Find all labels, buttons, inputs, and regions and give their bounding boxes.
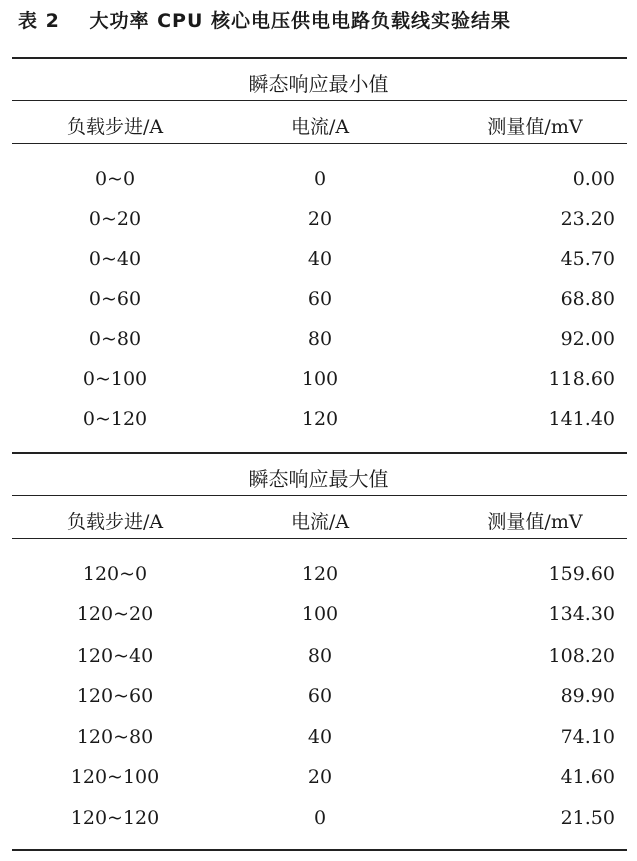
table-row: [0, 685, 637, 723]
cell-current: 80: [307, 328, 333, 350]
table-number: 表 2: [18, 10, 60, 32]
header-load-step: 负载步进/A: [66, 511, 164, 533]
cell-load-step: 120~0: [82, 563, 148, 585]
table-row: [0, 248, 637, 286]
table-row: [0, 288, 637, 326]
cell-current: 120: [301, 563, 339, 585]
cell-measured: 45.70: [560, 248, 615, 270]
cell-measured: 108.20: [548, 645, 615, 667]
top-rule: [12, 57, 627, 59]
table-row: [0, 807, 637, 845]
middle-rule: [12, 452, 627, 454]
cell-load-step: 120~120: [70, 807, 160, 829]
cell-current: 40: [307, 248, 333, 270]
cell-current: 80: [307, 645, 333, 667]
table-row: [0, 168, 637, 206]
cell-load-step: 0~100: [82, 368, 148, 390]
table-row: [0, 368, 637, 406]
header-measured: 测量值/mV: [487, 116, 583, 138]
cell-current: 40: [307, 726, 333, 748]
cell-current: 100: [301, 603, 339, 625]
table-title: 大功率 CPU 核心电压供电电路负载线实验结果: [89, 10, 511, 32]
cell-measured: 92.00: [560, 328, 615, 350]
cell-load-step: 0~40: [88, 248, 142, 270]
section-rule-min: [12, 100, 627, 101]
cell-current: 60: [307, 288, 333, 310]
header-rule-max: [12, 538, 627, 539]
table-row: [0, 563, 637, 601]
cell-current: 0: [313, 807, 327, 829]
header-load-step: 负载步进/A: [66, 116, 164, 138]
cell-load-step: 0~0: [94, 168, 136, 190]
section-rule-max: [12, 495, 627, 496]
cell-load-step: 0~60: [88, 288, 142, 310]
cell-current: 20: [307, 208, 333, 230]
cell-measured: 118.60: [548, 368, 615, 390]
section-title-max: 瞬态响应最大值: [248, 467, 389, 491]
cell-load-step: 120~40: [76, 645, 154, 667]
table-row: [0, 208, 637, 246]
cell-measured: 68.80: [560, 288, 615, 310]
cell-current: 60: [307, 685, 333, 707]
cell-load-step: 0~20: [88, 208, 142, 230]
cell-measured: 159.60: [548, 563, 615, 585]
table-row: [0, 408, 637, 446]
cell-measured: 41.60: [560, 766, 615, 788]
cell-current: 100: [301, 368, 339, 390]
header-current: 电流/A: [290, 511, 350, 533]
cell-current: 120: [301, 408, 339, 430]
cell-measured: 0.00: [572, 168, 615, 190]
table-caption: [12, 6, 511, 33]
header-rule-min: [12, 143, 627, 144]
cell-measured: 141.40: [548, 408, 615, 430]
cell-measured: 134.30: [548, 603, 615, 625]
table-row: [0, 645, 637, 683]
cell-load-step: 0~120: [82, 408, 148, 430]
table-row: [0, 766, 637, 804]
table-row: [0, 328, 637, 366]
cell-load-step: 0~80: [88, 328, 142, 350]
section-title-min: 瞬态响应最小值: [248, 72, 389, 96]
header-current: 电流/A: [290, 116, 350, 138]
cell-load-step: 120~80: [76, 726, 154, 748]
cell-load-step: 120~20: [76, 603, 154, 625]
cell-load-step: 120~60: [76, 685, 154, 707]
cell-current: 0: [313, 168, 327, 190]
cell-measured: 89.90: [560, 685, 615, 707]
cell-load-step: 120~100: [70, 766, 160, 788]
bottom-rule: [12, 849, 627, 851]
cell-current: 20: [307, 766, 333, 788]
header-measured: 测量值/mV: [487, 511, 583, 533]
cell-measured: 21.50: [560, 807, 615, 829]
cell-measured: 23.20: [560, 208, 615, 230]
table-row: [0, 726, 637, 764]
table-row: [0, 603, 637, 641]
cell-measured: 74.10: [560, 726, 615, 748]
